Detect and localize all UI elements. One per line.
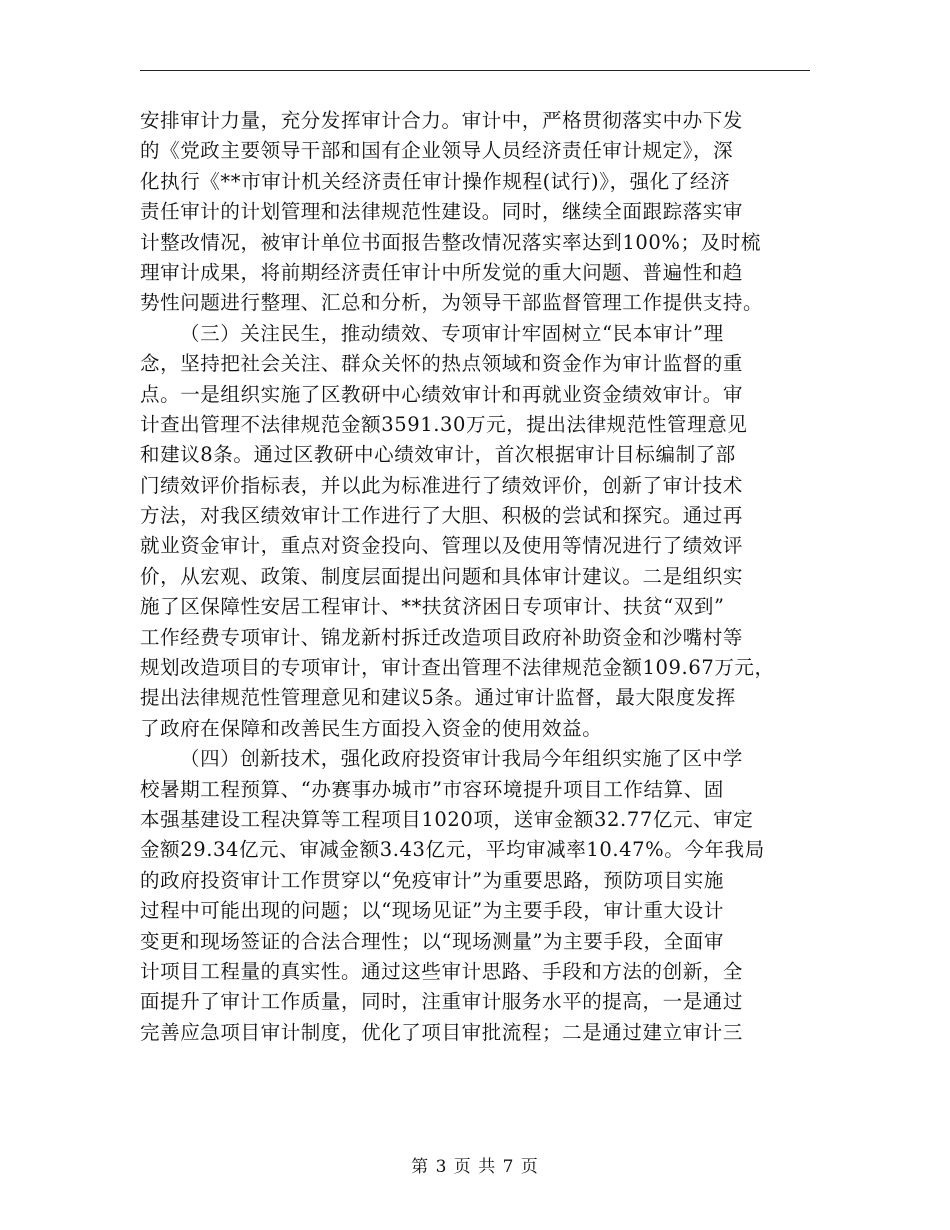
text-line: 面提升了审计工作质量，同时，注重审计服务水平的提高，一是通过 — [140, 990, 744, 1014]
text-line: 价，从宏观、政策、制度层面提出问题和具体审计建议。二是组织实 — [140, 564, 744, 588]
text-line: 校暑期工程预算、“办赛事办城市”市容环境提升项目工作结算、固 — [140, 777, 724, 801]
header-rule — [140, 70, 810, 71]
text-line: 点。一是组织实施了区教研中心绩效审计和再就业资金绩效审计。审 — [140, 382, 744, 406]
section-heading-line: （三）关注民生，推动绩效、专项审计牢固树立“民本审计”理 — [180, 321, 724, 345]
text-line: 门绩效评价指标表，并以此为标准进行了绩效评价，创新了审计技术 — [140, 473, 744, 497]
text-line: 就业资金审计，重点对资金投向、管理以及使用等情况进行了绩效评 — [140, 534, 744, 558]
text-line: 计查出管理不法律规范金额3591.30万元，提出法律规范性管理意见 — [140, 412, 748, 436]
text-line: 规划改造项目的专项审计，审计查出管理不法律规范金额109.67万元， — [140, 656, 775, 680]
text-line: 计项目工程量的真实性。通过这些审计思路、手段和方法的创新，全 — [140, 959, 744, 983]
text-line: 方法，对我区绩效审计工作进行了大胆、积极的尝试和探究。通过再 — [140, 504, 744, 528]
text-line: 责任审计的计划管理和法律规范性建设。同时，继续全面跟踪落实审 — [140, 200, 744, 224]
text-line: 本强基建设工程决算等工程项目1020项，送审金额32.77亿元、审定 — [140, 807, 754, 831]
text-line: 化执行《**市审计机关经济责任审计操作规程(试行)》，强化了经济 — [140, 169, 731, 193]
text-line: 施了区保障性安居工程审计、**扶贫济困日专项审计、扶贫“双到” — [140, 595, 725, 619]
text-line: 工作经费专项审计、锦龙新村拆迁改造项目政府补助资金和沙嘴村等 — [140, 625, 744, 649]
text-line: 计整改情况，被审计单位书面报告整改情况落实率达到100%；及时梳 — [140, 230, 761, 254]
section-heading-line: （四）创新技术，强化政府投资审计我局今年组织实施了区中学 — [180, 747, 743, 771]
text-line: 提出法律规范性管理意见和建议5条。通过审计监督，最大限度发挥 — [140, 686, 736, 710]
text-line: 和建议8条。通过区教研中心绩效审计，首次根据审计目标编制了部 — [140, 443, 736, 467]
text-line: 安排审计力量，充分发挥审计合力。审计中，严格贯彻落实中办下发 — [140, 109, 744, 132]
text-line: 金额29.34亿元、审减金额3.43亿元，平均审减率10.47%。今年我局 — [140, 838, 765, 862]
text-line: 过程中可能出现的问题；以“现场见证”为主要手段，审计重大设计 — [140, 899, 724, 923]
document-body — [140, 106, 810, 1048]
text-line: 完善应急项目审计制度，优化了项目审批流程；二是通过建立审计三 — [140, 1020, 744, 1044]
text-line: 的政府投资审计工作贯穿以“免疫审计”为重要思路，预防项目实施 — [140, 868, 724, 892]
text-line: 变更和现场签证的合法合理性；以“现场测量”为主要手段，全面审 — [140, 929, 724, 953]
text-line: 势性问题进行整理、汇总和分析，为领导干部监督管理工作提供支持。 — [140, 291, 764, 315]
text-line: 念，坚持把社会关注、群众关怀的热点领域和资金作为审计监督的重 — [140, 352, 744, 376]
text-line: 理审计成果，将前期经济责任审计中所发觉的重大问题、普遍性和趋 — [140, 260, 744, 284]
text-line: 了政府在保障和改善民生方面投入资金的使用效益。 — [140, 716, 603, 740]
page-number: 第 3 页 共 7 页 — [411, 1157, 539, 1177]
text-line: 的《党政主要领导干部和国有企业领导人员经济责任审计规定》，深 — [140, 139, 734, 163]
